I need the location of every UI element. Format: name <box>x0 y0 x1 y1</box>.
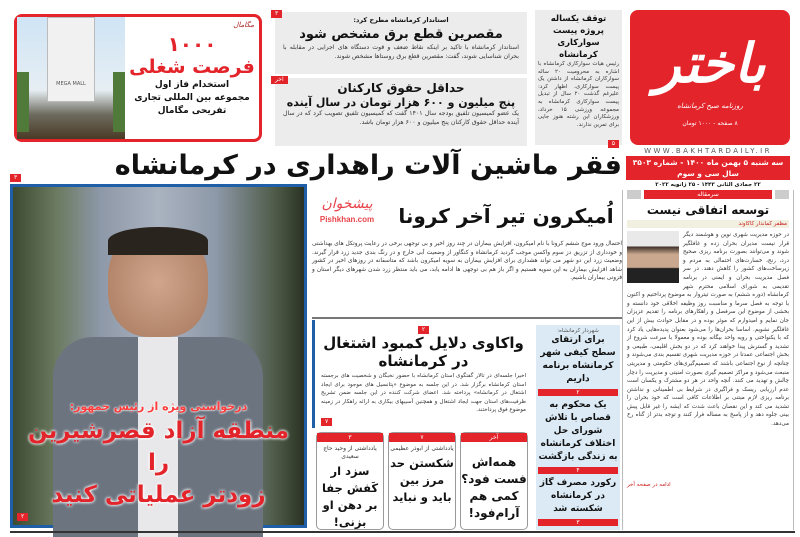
ad-line: استخدام فاز اول <box>154 80 230 90</box>
masthead-logo <box>630 10 790 145</box>
editorial-label: سرمقاله <box>644 190 772 199</box>
blue-item[interactable] <box>538 477 618 526</box>
divider <box>312 317 622 319</box>
summary: یک عضو کمیسیون تلفیق بودجه سال ۱۴۰۱ گفت که کمیسیون تلفیق تصویب کرد که در سال آینده حداقل حقوق کارکنان پنج میلیون و ۶۰۰ هزار تومان باشد. <box>283 110 519 126</box>
alt-date: ۲۲ جمادی الثانی ۱۴۴۳ - ۲۵ ژانویه ۲۰۲۲ <box>655 182 761 188</box>
page-tag: ۳ <box>538 519 618 526</box>
blue-item-title: برای ارتقای سطح کیفی شهر کرمانشاه برنامه داریم <box>540 335 616 384</box>
note-title: شکستن حد مرز بین باید و نباید <box>390 456 454 504</box>
date-line: سه شنبه ۵ بهمن ماه ۱۴۰۰ - شماره ۳۵۰۳ <box>632 158 784 167</box>
author-photo <box>627 231 679 283</box>
headline-2: پنج میلیون و ۶۰۰ هزار تومان در سال آینده <box>286 96 516 109</box>
note-azimi[interactable] <box>388 432 456 530</box>
logo-text: باختر <box>654 30 766 95</box>
page-tag: ۲ <box>418 326 429 334</box>
kicker: شهردار کرمانشاه: <box>557 328 599 334</box>
watermark: پیشخوان Pishkhan.com <box>319 196 375 224</box>
corona-body: احتمال ورود موج ششم کرونا با نام امیکرون، افزایش بیماران در چند روز اخیر و بی توجهی برخی در رعایت پروتکل های بهداشتی و خودداری از تزریق دز سوم واکسن موجب گردید کرمانشاه و کنگاور از وضعیت آبی خارج و در رنگ بندی جدید زرد قرار گیرند. وضعیت زرد این دو شهر می تواند هشداری برای افزایش بیماران به سویه امیکرون باشد که متاسفانه در روزهای اخیر در کشور شاهد افزایش بیماران به این سویه هستیم و اگر باز هم بی توجهی ها ادامه یابد، می باید منتظر زرد شدن شهرهای دیگر استان و فزونی بیماران باشیم. <box>312 241 622 282</box>
editorial-author: مظفر کماندار کاکاوند <box>627 220 789 228</box>
main-headline[interactable]: فقر ماشین آلات راهداری در کرمانشاه <box>114 150 622 181</box>
note-page: آخر <box>461 433 527 442</box>
side-story-title: توقف یکساله پروژه پیست سوارکاری کرمانشاه <box>550 14 607 60</box>
ad-number: ۱۰۰۰ <box>167 32 217 56</box>
note-page: ۷ <box>389 433 455 442</box>
blue-item-title: رکورد مصرف گاز در کرمانشاه شکسته شد <box>539 478 617 514</box>
page-tag: ۷ <box>321 418 332 426</box>
photo-headline-2: زودتر عملیاتی کنید <box>51 482 266 508</box>
price: ۸ صفحه - ۱۰۰۰ تومان <box>682 119 738 127</box>
ad-line: تفریحی مگامال <box>157 106 227 116</box>
top-story-power[interactable] <box>275 12 527 74</box>
photo-headline-block <box>15 399 302 511</box>
side-story[interactable] <box>535 10 622 145</box>
note-title: همه‌اش فست فود؟ کمی هم آرام‌فود! <box>461 455 527 520</box>
blue-column <box>536 325 620 530</box>
bottom-rule <box>10 531 795 533</box>
logo-tagline: روزنامه صبح کرمانشاه <box>677 101 743 110</box>
main-headline-page: ۳ <box>10 174 21 182</box>
headline-1: واکاوی دلایل کمبود اشتغال <box>323 334 524 352</box>
side-story-body: رئیس هیات سوارکاری کرمانشاه با اشاره به محرومیت ۲۰ ساله سوارکاران کرمانشاه از داشتن یک پیست سوارکاری، اظهار کرد: علیرغم گذشت ۲۰ سال از تبدیل پیست سوارکاری کرمانشاه به مجموعه ورزشی ۱۵ خرداد، ورزشکاران این رشته هنوز جایی برای تمرین ندارند. <box>538 61 619 128</box>
summary: استاندار کرمانشاه با تاکید بر اینکه نقاط ضعف و قوت دستگاه های اجرایی در مقابله با بحران شناسایی شوند، گفت: مقصرین قطع برق روستاها مشخص شوند. <box>283 44 519 60</box>
photo-story-page: ۲ <box>17 513 28 521</box>
mall-sign: MEGA MALL <box>56 81 86 87</box>
photo-kicker: درخواستی ویژه از رئیس جمهور: <box>69 400 248 413</box>
blue-item[interactable] <box>538 334 618 396</box>
ad-line: مجموعه بین المللی تجاری <box>134 93 250 103</box>
note-author: یادداشتی از ابوذر عظیمی <box>390 445 454 452</box>
note-title: سزد ار کَفش جفا بر دهن او بزنی! <box>321 464 379 529</box>
headline-2: در کرمانشاه <box>378 352 469 370</box>
year-line: سال سی و سوم <box>677 169 739 178</box>
side-story-page: ۵ <box>608 140 619 148</box>
page-tag: ۲ <box>538 389 618 396</box>
editorial <box>622 190 794 530</box>
note-hajsaeedi[interactable] <box>316 432 384 530</box>
mall-photo <box>17 17 125 139</box>
ad-title: فرصت شغلی <box>129 56 255 78</box>
brand-logo: مگامال <box>233 21 254 29</box>
editorial-body: در حوزه مدیریت شهری نوین و هوشمند دیگر قرار نیست مدیران بحران زده و غافلگیر شوند و می‌توانند بصورت برنامه ریزی صحیح درد، رنج، خسارت‌های احتمالی به مردم و زیرساخت‌های کشور را کاهش دهند. در سر فصل مدیریت بحران و ایمنی در برنامه تقدیمی به شورای اسلامی محترم شهر کرمانشاه (دوره ششم) به صورت تیتروار به موضوع پرداختیم و اکنون با توجه به فصل سرما و مناسبت روز وظیفه اخلاقی خود دانسته و بخشی از موضوع این سرفصل و راهکارهای برنامه را تقدیم عزیزان جان نمایم و امیدوارم که موثر بوده و در مقابل حوادث بیش از این غافلگیر نشویم. اساسا بحران‌ها را می‌شود بعنوان پدیده‌هایی یاد کرد که با یکنواختی و رویه واحد بیگانه بوده و معمولا با سرعت شروع از تشدید و گسترش پیدا خواهند کرد که در دو بخش اقلیمی، طبیعی و بخش اجتماعی عمدتا در حوزه مدیریت شهری تقسیم بندی می‌شوند و چنانچه از نوع اجتماعی باشند که تصمیم‌گیری‌های حکومتی و مدیریتی منبعث می‌شود و مراکز تصمیم گیری بصورت امنیتی و مدیریت را دچار چالش و تهدید می کنند. آنچه واحد در هر دو مشترک و یکسان است عدم ارزیابی ریسک و فراگیری در شرایط بی اطمینانی و نداشتن برنامه ریزی لازم مبتنی بر اطلاعات کافی است که خود بحران را تشدید می کند و این نقصان باعث شدت که ایشه را غیر قابل پیش بینی جلوه دهد و از پاسخ به مساله فرار کنند و توجه بدتر از گناه رخ می‌دهد. <box>627 232 789 428</box>
page-tag: ۳ <box>271 10 282 18</box>
corona-headline[interactable]: اُمیکرون تیر آخر کرونا <box>398 204 614 228</box>
page-tag: آخر <box>271 76 288 84</box>
editorial-title[interactable]: توسعه اتفاقی نیست <box>646 203 770 217</box>
summary: اخیرا جلسه‌ای در تالار گفتگوی استان کرمانشاه با حضور نخبگان و شخصیت های برجسته استان کرمانشاه برگزار شد. در این جلسه به موضوع «پتانسیل های موجود برای ایجاد اشتغال در کرمانشاه» پرداخته شد. اعضای شرکت کننده در این جلسه ضمن تشریح ظرفیت‌های استان جهت ایجاد اشتغال و همچنین آسیبهای بیکاری به ارائه راهکار در زمینه موضوع فوق پرداختند. <box>321 373 526 413</box>
kicker: استاندار کرمانشاه مطرح کرد: <box>353 16 449 24</box>
headline: مقصرین قطع برق مشخص شود <box>299 27 503 42</box>
right-column <box>622 146 794 530</box>
ad-megamall[interactable] <box>14 14 262 142</box>
top-story-salary[interactable] <box>275 78 527 146</box>
blue-item-title: یک محکوم به قصاص با تلاش شورای حل اختلاف کرمانشاه به زندگی بازگشت <box>538 400 618 462</box>
blue-item[interactable] <box>538 399 618 474</box>
editorial-continued[interactable]: ادامه در صفحه آخر <box>627 482 671 488</box>
headline-1: حداقل حقوق کارکنان <box>337 81 465 95</box>
website-url[interactable]: WWW.BAKHTARDAILY.IR <box>644 147 772 155</box>
date-band <box>626 156 790 180</box>
note-author: یادداشتی از وحید حاج سعیدی <box>323 445 377 460</box>
photo-headline-1: منطقه آزاد قصرشیرین را <box>27 418 290 476</box>
jobs-story[interactable] <box>312 320 532 428</box>
note-fast-food[interactable] <box>460 432 528 530</box>
page-tag: ۴ <box>538 467 618 474</box>
note-page: ۳ <box>317 433 383 442</box>
photo-story[interactable] <box>10 184 307 528</box>
